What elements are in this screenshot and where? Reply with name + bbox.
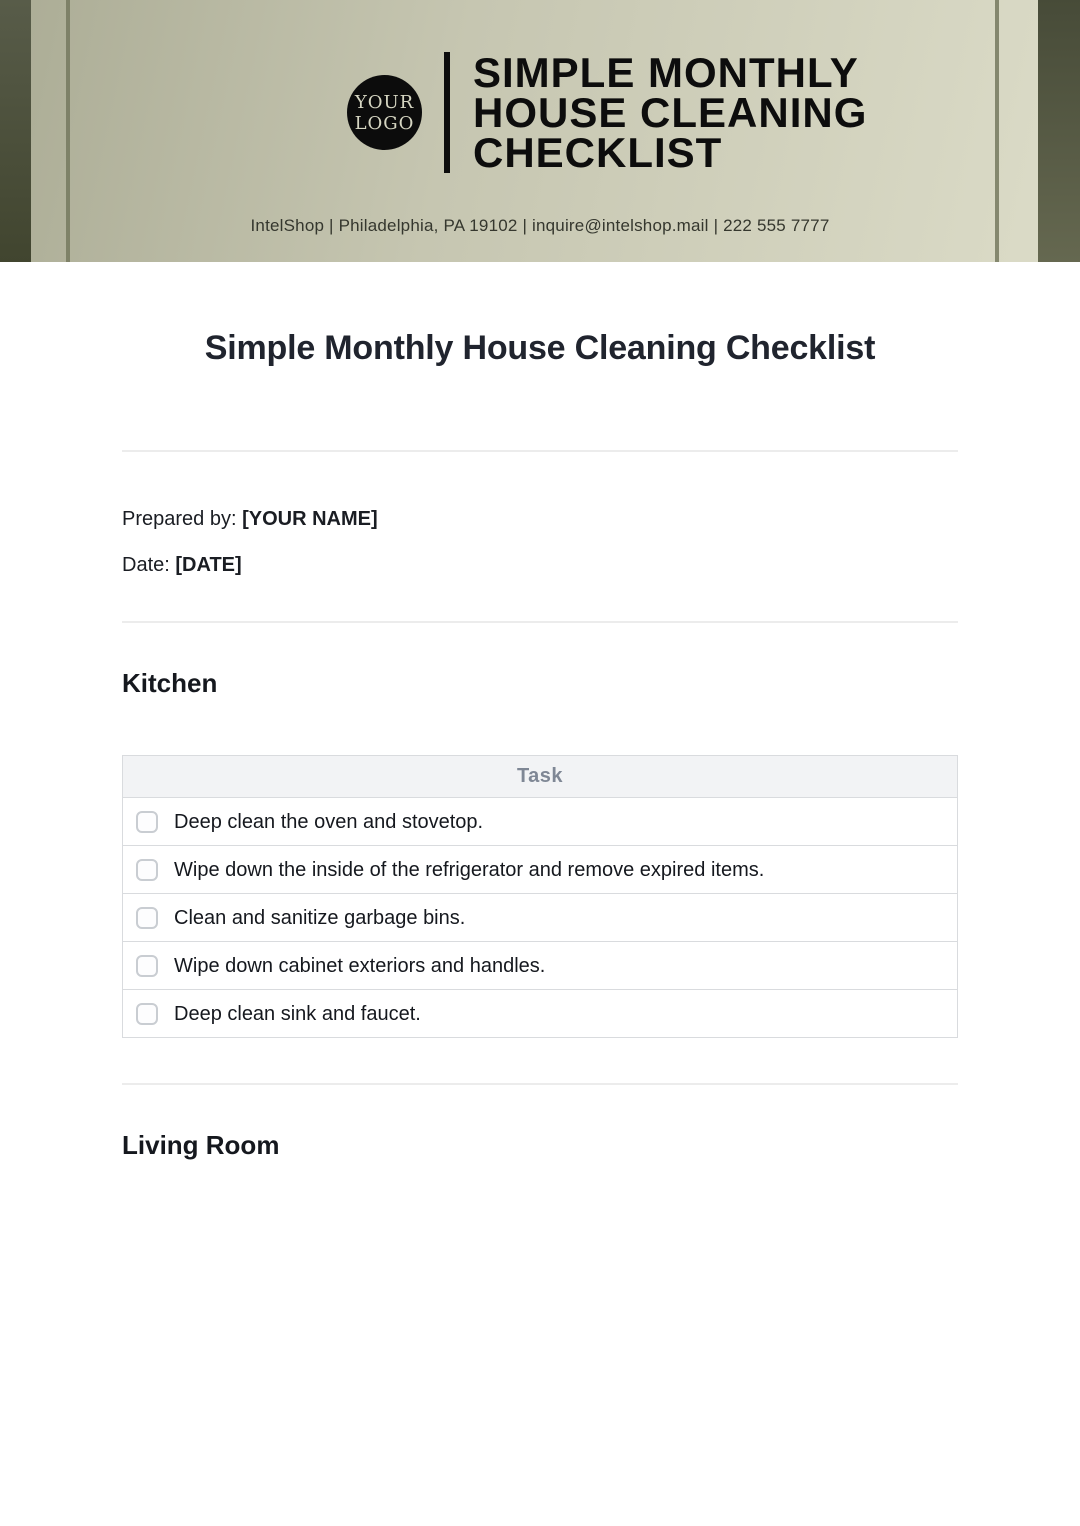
brand-block (347, 48, 868, 176)
prepared-by-value: [YOUR NAME] (242, 508, 378, 530)
date-value: [DATE] (175, 554, 242, 576)
date-line (122, 551, 958, 579)
task-label: Deep clean sink and faucet. (174, 1002, 421, 1025)
letterhead-title (473, 48, 868, 176)
brand-divider-bar (444, 52, 450, 173)
table-row (123, 942, 958, 990)
kitchen-task-table (122, 755, 958, 1038)
section-heading-living-room: Living Room (122, 1130, 280, 1160)
task-label: Wipe down cabinet exteriors and handles. (174, 954, 546, 977)
task-label: Deep clean the oven and stovetop. (174, 810, 484, 833)
table-header-row (123, 756, 958, 798)
logo-text-line1: YOUR (354, 91, 415, 113)
divider (122, 450, 958, 452)
prepared-by-line (122, 505, 958, 533)
table-row (123, 990, 958, 1038)
task-checkbox[interactable] (136, 955, 158, 977)
date-label: Date: (122, 554, 170, 576)
task-checkbox[interactable] (136, 859, 158, 881)
section-heading-kitchen: Kitchen (122, 668, 218, 698)
letterhead (0, 0, 1080, 262)
task-checkbox[interactable] (136, 907, 158, 929)
divider (122, 621, 958, 623)
table-row (123, 846, 958, 894)
logo-text-line2: LOGO (354, 112, 415, 134)
letterhead-title-line1: SIMPLE MONTHLY (473, 48, 859, 96)
task-column-header: Task (123, 756, 958, 798)
task-checkbox[interactable] (136, 1003, 158, 1025)
task-checkbox[interactable] (136, 811, 158, 833)
table-row (123, 894, 958, 942)
document-body (122, 326, 958, 1163)
table-row (123, 798, 958, 846)
contact-info: IntelShop | Philadelphia, PA 19102 | inquire@intelshop.mail | 222 555 7777 (250, 216, 830, 235)
letterhead-title-line2: HOUSE CLEANING (473, 88, 868, 136)
task-label: Wipe down the inside of the refrigerator and remove expired items. (174, 858, 765, 881)
letterhead-title-line3: CHECKLIST (473, 128, 723, 176)
page-title: Simple Monthly House Cleaning Checklist (204, 329, 876, 367)
prepared-by-label: Prepared by: (122, 508, 237, 530)
task-label: Clean and sanitize garbage bins. (174, 906, 466, 929)
company-logo (347, 75, 422, 150)
divider (122, 1083, 958, 1085)
